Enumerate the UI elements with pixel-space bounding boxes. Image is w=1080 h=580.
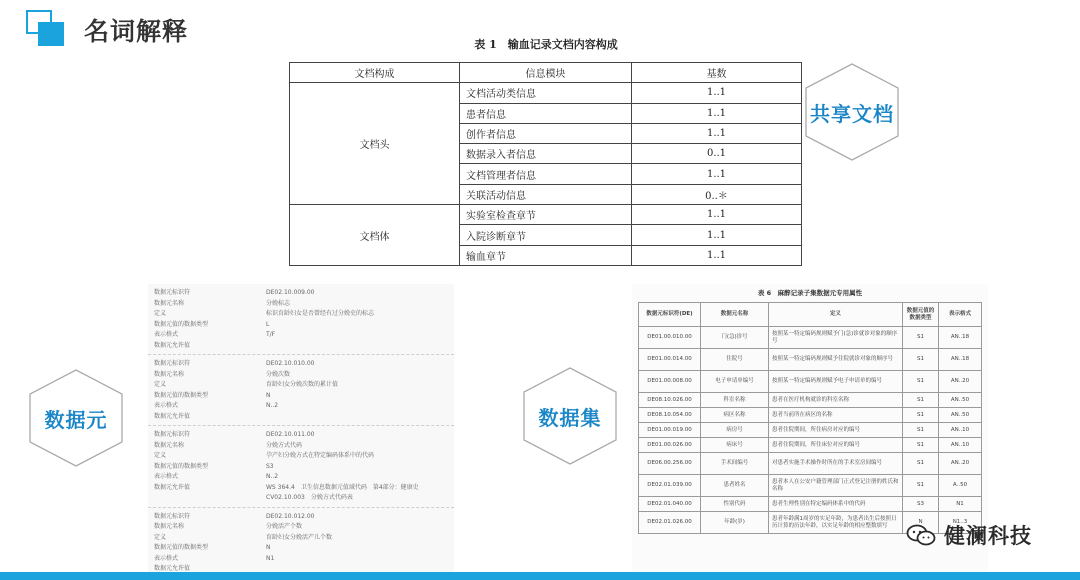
attribute-key: 定义 [154, 452, 167, 459]
attribute-value: S3 [266, 462, 274, 470]
id-cell: DE02.01.026.00 [639, 512, 701, 534]
attribute-key: 定义 [154, 533, 167, 541]
data-set-table [638, 302, 982, 534]
name-cell: 患者姓名 [701, 475, 769, 497]
format-cell: AN..10 [939, 423, 982, 438]
definition-cell: 按照某一特定编码规则赋予电子申请单的编号 [769, 371, 903, 393]
attribute-value: N..2 [266, 473, 279, 480]
watermark [906, 520, 1032, 550]
attribute-value: 育龄妇女分娩活产儿个数 [266, 533, 333, 541]
attribute-value: DE02.10.012.00 [266, 512, 315, 520]
attribute-key: 数据元值的数据类型 [154, 391, 209, 399]
table-row [639, 393, 982, 408]
attribute-key: 数据元名称 [154, 370, 185, 378]
type-cell: S1 [903, 453, 939, 475]
module-cell: 文档活动类信息 [460, 83, 632, 103]
attribute-value: DE02.10.010.00 [266, 360, 315, 367]
attribute-value: N1 [266, 554, 275, 562]
format-cell: AN..10 [939, 438, 982, 453]
definition-cell: 患者住院期间，所住病房对应的编号 [769, 423, 903, 438]
attribute-key: 数据元标识符 [154, 512, 191, 520]
attribute-value: DE02.10.009.00 [266, 289, 315, 296]
column-header: 数据元名称 [701, 303, 769, 327]
data-element-label: 数据元 [44, 407, 108, 432]
type-cell: S1 [903, 393, 939, 408]
type-cell: S1 [903, 423, 939, 438]
attribute-row [154, 341, 448, 352]
module-cell: 患者信息 [460, 103, 632, 123]
id-cell: DE01.00.014.00 [639, 349, 701, 371]
module-cell: 输血章节 [460, 245, 632, 265]
format-cell: AN..20 [939, 453, 982, 475]
shared-document-hexagon [804, 62, 900, 162]
name-cell: 手术间编号 [701, 453, 769, 475]
main-table-caption: 表 1 输血记录文档内容构成 [474, 38, 618, 51]
id-cell: DE01.00.026.00 [639, 438, 701, 453]
page-title: 名词解释 [84, 17, 189, 46]
id-cell: DE06.00.256.00 [639, 453, 701, 475]
attribute-key: 数据元值的数据类型 [154, 320, 209, 328]
name-cell: 性别代码 [701, 497, 769, 512]
group-label: 文档头 [290, 83, 460, 205]
type-cell: S1 [903, 327, 939, 349]
module-cell: 实验室检查章节 [460, 205, 632, 225]
format-cell: AN..18 [939, 327, 982, 349]
format-cell: N1..3 [939, 512, 982, 534]
attribute-row [154, 441, 448, 452]
name-cell: 年龄(岁) [701, 512, 769, 534]
attribute-key: 数据元允许值 [154, 483, 191, 491]
group-label: 文档体 [290, 205, 460, 266]
table-row [639, 423, 982, 438]
column-header: 定义 [769, 303, 903, 327]
id-cell: DE02.01.040.00 [639, 497, 701, 512]
module-cell: 数据录入者信息 [460, 144, 632, 164]
attribute-row [154, 554, 448, 565]
data-set-hexagon [522, 366, 618, 466]
table-row [639, 497, 982, 512]
definition-cell: 按照某一特定编码规则赋予门(急)诊就诊对象的顺序号 [769, 327, 903, 349]
cardinality-cell: 1..1 [632, 205, 802, 225]
attribute-row [154, 359, 448, 370]
attribute-row [154, 320, 448, 331]
cardinality-cell: 0..1 [632, 144, 802, 164]
table-row [639, 408, 982, 423]
attribute-row [154, 522, 448, 533]
name-cell: 科室名称 [701, 393, 769, 408]
attribute-key: 数据元值的数据类型 [154, 544, 209, 551]
data-element-block [148, 508, 454, 578]
data-element-block [148, 284, 454, 355]
attribute-key: 表示格式 [154, 554, 179, 562]
attribute-key: 数据元允许值 [154, 412, 191, 420]
data-element-document [148, 284, 454, 578]
format-cell: A..50 [939, 475, 982, 497]
attribute-row [154, 391, 448, 402]
definition-cell: 对患者实施手术操作时所在的手术室房间编号 [769, 453, 903, 475]
attribute-row [154, 330, 448, 341]
definition-cell: 患者年龄满1周岁的实足年龄，为患者出生后按照日历计算的历法年龄，以实足年龄的相应整数填写 [769, 512, 903, 534]
cardinality-cell: 1..1 [632, 103, 802, 123]
type-cell: S1 [903, 349, 939, 371]
format-cell: AN..50 [939, 393, 982, 408]
column-header: 表示格式 [939, 303, 982, 327]
wechat-icon [906, 524, 936, 546]
definition-cell: 患者住院期间，所住床位对应的编号 [769, 438, 903, 453]
attribute-key: 定义 [154, 310, 167, 317]
bottom-accent-bar [0, 572, 1080, 580]
attribute-value: WS 364.4 卫生信息数据元值域代码 第4部分：健康史 [266, 483, 419, 491]
module-cell: 关联活动信息 [460, 184, 632, 204]
document-structure-table [289, 62, 802, 266]
attribute-value: N [266, 544, 271, 551]
cardinality-cell: 1..1 [632, 164, 802, 184]
type-cell: S1 [903, 438, 939, 453]
attribute-key: 数据元值的数据类型 [154, 462, 209, 470]
attribute-row [154, 543, 448, 554]
format-cell: AN..18 [939, 349, 982, 371]
attribute-value: 育龄妇女分娩次数的累计值 [266, 381, 339, 388]
name-cell: 门(急)诊号 [701, 327, 769, 349]
attribute-key: 数据元标识符 [154, 431, 191, 438]
table-row [639, 453, 982, 475]
type-cell: S1 [903, 371, 939, 393]
attribute-key [154, 493, 266, 504]
format-cell: N1 [939, 497, 982, 512]
module-cell: 文档管理者信息 [460, 164, 632, 184]
shared-document-label: 共享文档 [810, 101, 894, 126]
attribute-key: 数据元名称 [154, 441, 185, 449]
title-logo-mark [26, 10, 68, 46]
table-row [639, 438, 982, 453]
id-cell: DE02.01.039.00 [639, 475, 701, 497]
attribute-row [154, 401, 448, 412]
column-header: 信息模块 [460, 63, 632, 83]
data-element-block [148, 355, 454, 426]
table-row [639, 371, 982, 393]
attribute-key: 表示格式 [154, 402, 179, 409]
attribute-value [266, 341, 448, 352]
table-row [639, 475, 982, 497]
id-cell: DE08.10.026.00 [639, 393, 701, 408]
definition-cell: 患者本人在公安户籍管理部门正式登记注册的姓氏和名称 [769, 475, 903, 497]
attribute-row [154, 380, 448, 391]
cardinality-cell: 1..1 [632, 225, 802, 245]
attribute-key: 表示格式 [154, 473, 179, 480]
attribute-key: 数据元名称 [154, 523, 185, 530]
table-row [290, 205, 802, 225]
attribute-row [154, 512, 448, 523]
name-cell: 病区名称 [701, 408, 769, 423]
attribute-row [154, 462, 448, 473]
name-cell: 病房号 [701, 423, 769, 438]
attribute-row [154, 309, 448, 320]
format-cell: AN..20 [939, 371, 982, 393]
type-cell: S1 [903, 408, 939, 423]
column-header: 文档构成 [290, 63, 460, 83]
attribute-key: 数据元标识符 [154, 289, 191, 296]
id-cell: DE01.00.008.00 [639, 371, 701, 393]
attribute-value: N [266, 391, 271, 399]
attribute-value: 分娩活产个数 [266, 523, 303, 530]
table-row [639, 327, 982, 349]
column-header: 数据元标识符(DE) [639, 303, 701, 327]
attribute-key: 表示格式 [154, 331, 179, 338]
attribute-key: 定义 [154, 381, 167, 388]
attribute-row [154, 472, 448, 483]
cardinality-cell: 0..＊ [632, 184, 802, 204]
attribute-row [154, 483, 448, 494]
column-header: 基数 [632, 63, 802, 83]
name-cell: 病床号 [701, 438, 769, 453]
attribute-value: T/F [266, 331, 276, 338]
definition-cell: 按照某一特定编码规则赋予住院就诊对象的顺序号 [769, 349, 903, 371]
data-element-hexagon [28, 368, 124, 468]
module-cell: 创作者信息 [460, 123, 632, 143]
attribute-row [154, 451, 448, 462]
attribute-row [154, 299, 448, 310]
cardinality-cell: 1..1 [632, 123, 802, 143]
format-cell: AN..50 [939, 408, 982, 423]
attribute-key: 数据元名称 [154, 299, 185, 307]
attribute-row [154, 493, 448, 504]
cardinality-cell: 1..1 [632, 245, 802, 265]
module-cell: 入院诊断章节 [460, 225, 632, 245]
attribute-value: CV02.10.003 分娩方式代码表 [266, 494, 353, 501]
definition-cell: 患者生理性别在特定编码体系中的代码 [769, 497, 903, 512]
attribute-key: 数据元标识符 [154, 360, 191, 367]
type-cell: N [903, 512, 939, 534]
id-cell: DE01.00.010.00 [639, 327, 701, 349]
id-cell: DE01.00.019.00 [639, 423, 701, 438]
attribute-value: L [266, 320, 270, 328]
attribute-row [154, 412, 448, 423]
attribute-value: 分娩标志 [266, 299, 291, 307]
name-cell: 住院号 [701, 349, 769, 371]
attribute-value: 标识育龄妇女是否曾经有过分娩史的标志 [266, 310, 375, 317]
attribute-value: N..2 [266, 402, 279, 409]
data-set-label: 数据集 [538, 405, 602, 430]
data-set-caption: 表 6 麻醉记录子集数据元专用属性 [757, 289, 863, 297]
type-cell: S1 [903, 475, 939, 497]
attribute-key: 数据元允许值 [154, 341, 191, 349]
watermark-text: 健澜科技 [944, 524, 1032, 548]
attribute-row [154, 288, 448, 299]
table-row [290, 83, 802, 103]
id-cell: DE08.10.054.00 [639, 408, 701, 423]
definition-cell: 患者在医疗机构就诊的科室名称 [769, 393, 903, 408]
attribute-key: 数据元允许值 [154, 565, 191, 572]
definition-cell: 患者当前所在病区的名称 [769, 408, 903, 423]
name-cell: 电子申请单编号 [701, 371, 769, 393]
type-cell: S3 [903, 497, 939, 512]
column-header: 数据元值的数据类型 [903, 303, 939, 327]
attribute-value [266, 412, 448, 423]
cardinality-cell: 1..1 [632, 83, 802, 103]
attribute-value: 分娩方式代码 [266, 441, 303, 449]
attribute-value: 孕产妇分娩方式在特定编码体系中的代码 [266, 452, 375, 459]
attribute-row [154, 430, 448, 441]
attribute-value: 分娩次数 [266, 370, 291, 378]
data-element-block [148, 426, 454, 508]
attribute-row [154, 533, 448, 544]
attribute-value: DE02.10.011.00 [266, 431, 315, 438]
table-row [639, 349, 982, 371]
attribute-row [154, 370, 448, 381]
